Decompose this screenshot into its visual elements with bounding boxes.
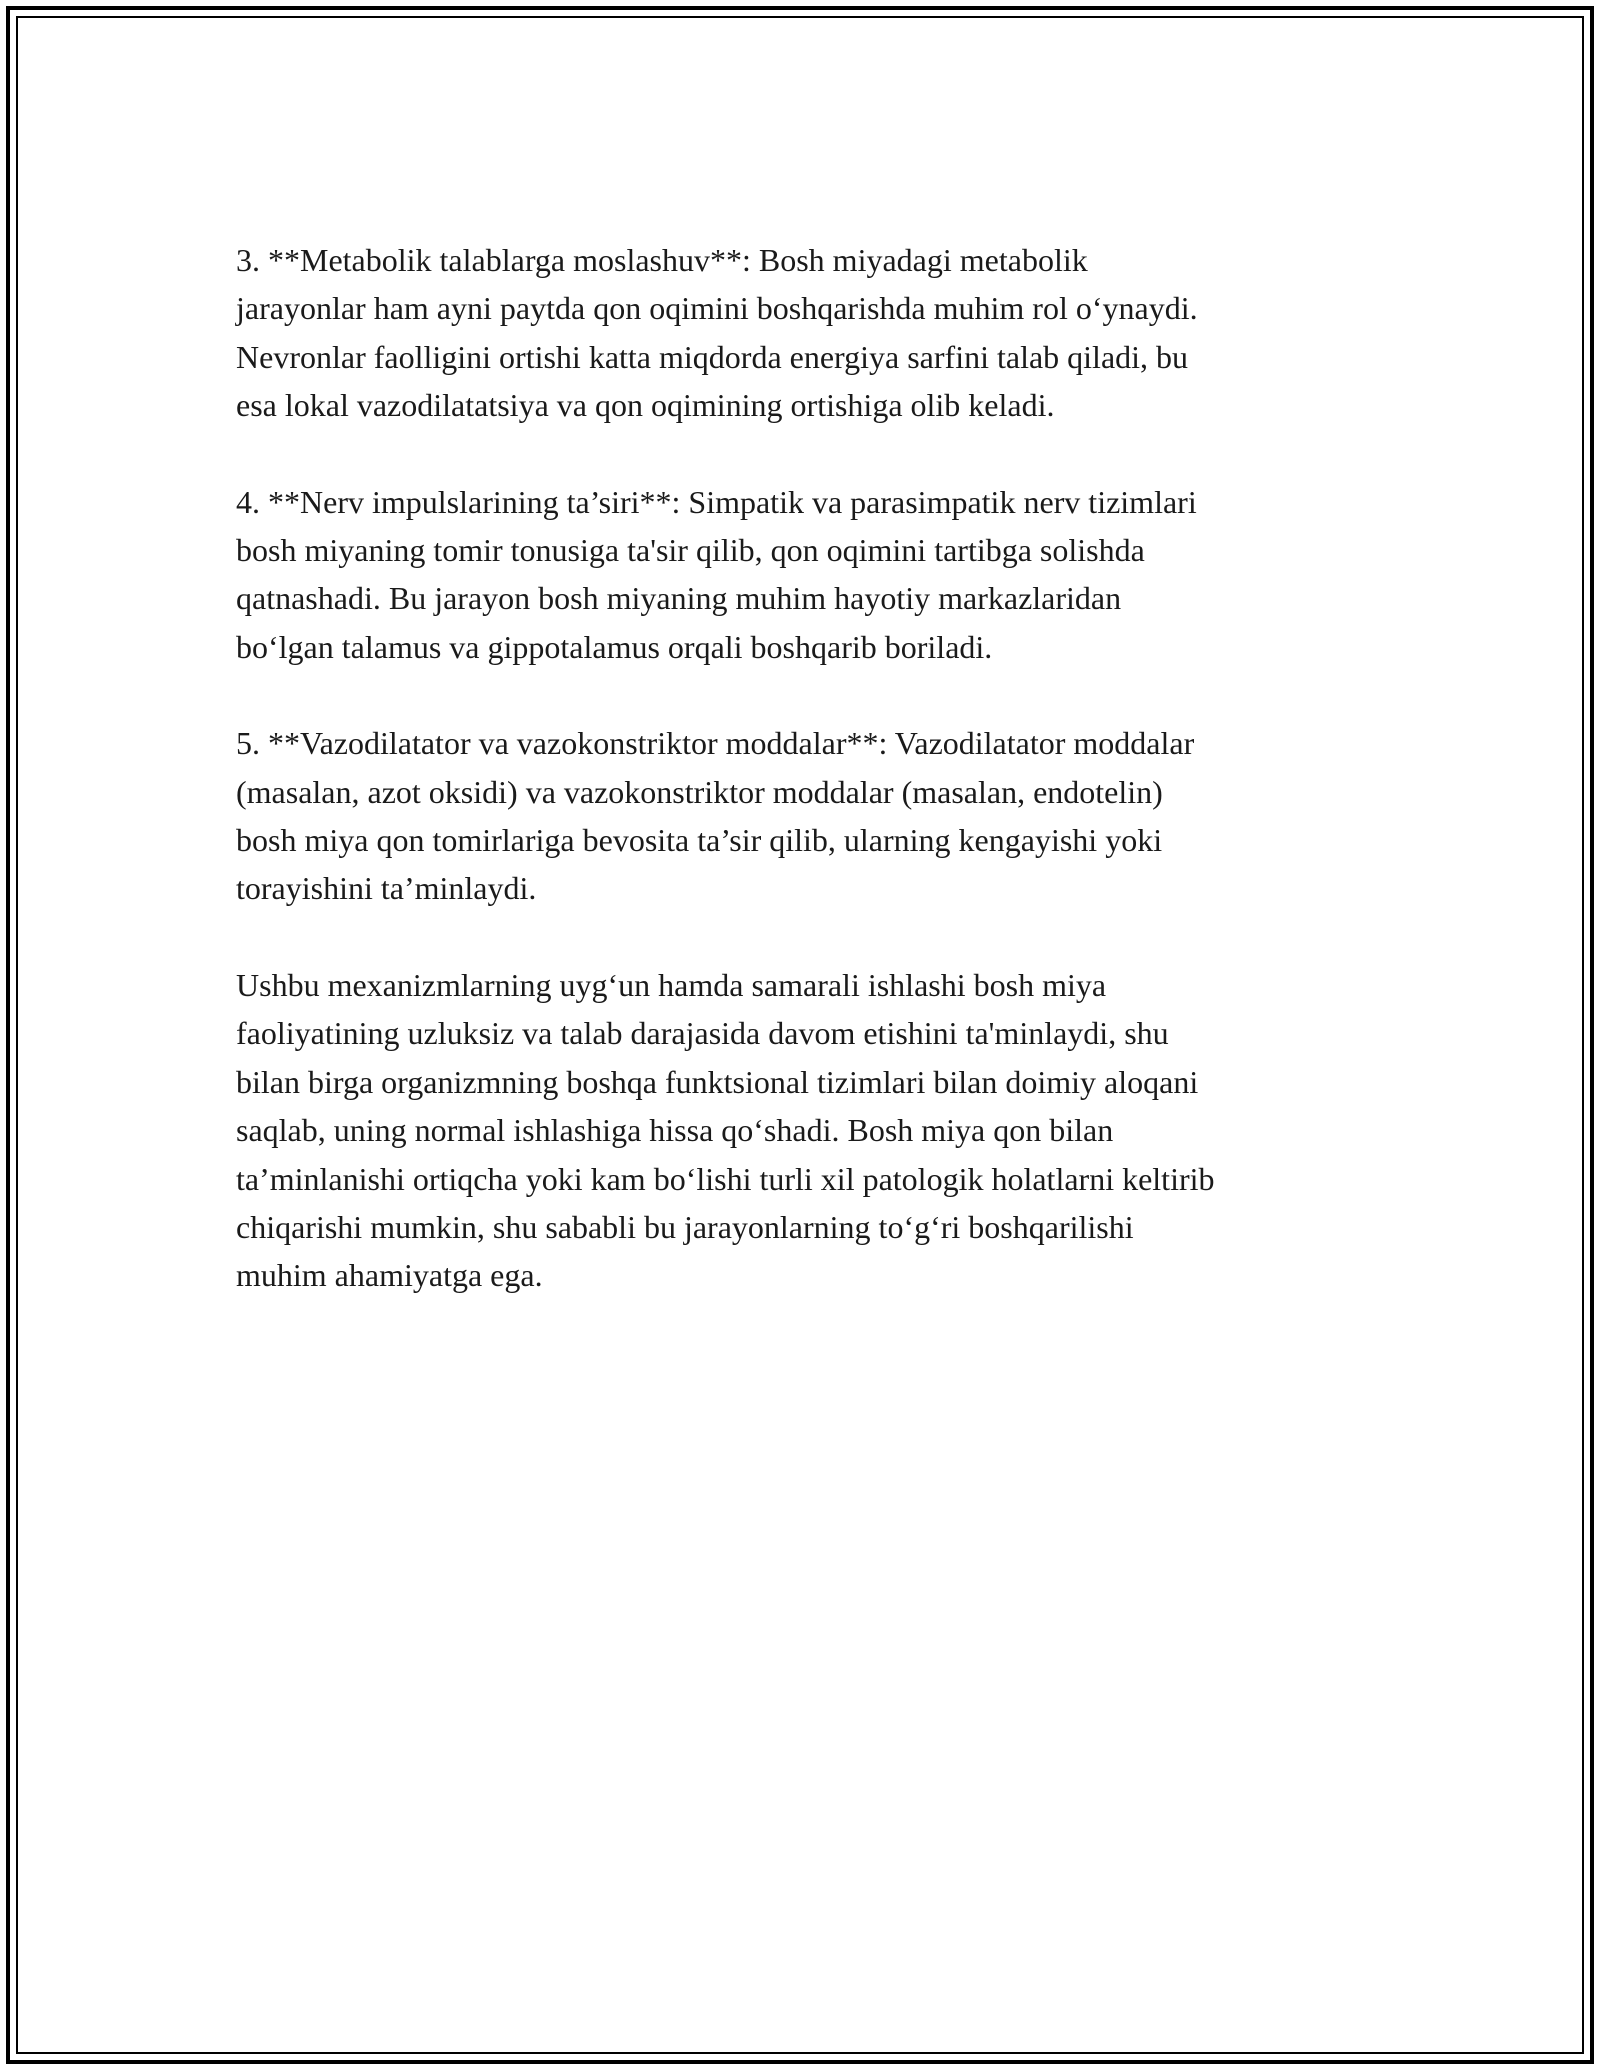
text-line: bo‘lgan talamus va gippotalamus orqali boshqarib boriladi. [236,628,993,665]
text-line: saqlab, uning normal ishlashiga hissa qo‘shadi. Bosh miya qon bilan [236,1112,1114,1149]
text-line: (masalan, azot oksidi) va vazokonstriktor moddalar (masalan, endotelin) [236,773,1163,810]
text-line: 3. **Metabolik talablarga moslashuv**: Bosh miyadagi metabolik [236,242,1088,278]
text-line: ta’minlanishi ortiqcha yoki kam bo‘lishi turli xil patologik holatlarni keltirib [236,1160,1215,1197]
document-body [236,236,1366,1348]
text-line: bosh miya qon tomirlariga bevosita ta’sir qilib, ularning kengayishi yoki [236,822,1163,859]
text-line: jarayonlar ham ayni paytda qon oqimini boshqarishda muhim rol o‘ynaydi. [236,290,1198,327]
text-line: esa lokal vazodilatatsiya va qon oqimining ortishiga olib keladi. [236,387,1055,424]
text-line: bilan birga organizmning boshqa funktsional tizimlari bilan doimiy aloqani [236,1063,1199,1100]
paragraph-metabolic-adaptation [236,236,1366,430]
text-line: 4. **Nerv impulslarining ta’siri**: Simpatik va parasimpatik nerv tizimlari [236,483,1197,520]
text-line: qatnashadi. Bu jarayon bosh miyaning muhim hayotiy markazlaridan [236,580,1122,617]
text-line: faoliyatining uzluksiz va talab darajasida davom etishini ta'minlaydi, shu [236,1015,1169,1052]
text-line: bosh miyaning tomir tonusiga ta'sir qilib, qon oqimini tartibga solishda [236,532,1145,569]
text-line: 5. **Vazodilatator va vazokonstriktor moddalar**: Vazodilatator moddalar [236,725,1195,762]
paragraph-nerve-impulses [236,478,1366,672]
text-line: chiqarishi mumkin, shu sababli bu jarayonlarning to‘g‘ri boshqarilishi [236,1208,1134,1245]
paragraph-vasoactive-substances [236,719,1366,913]
text-line: Nevronlar faolligini ortishi katta miqdorda energiya sarfini talab qiladi, bu [236,338,1189,375]
text-line: torayishini ta’minlaydi. [236,870,537,907]
text-line: Ushbu mexanizmlarning uyg‘un hamda samarali ishlashi bosh miya [236,966,1107,1003]
paragraph-conclusion [236,961,1366,1300]
text-line: muhim ahamiyatga ega. [236,1257,543,1294]
